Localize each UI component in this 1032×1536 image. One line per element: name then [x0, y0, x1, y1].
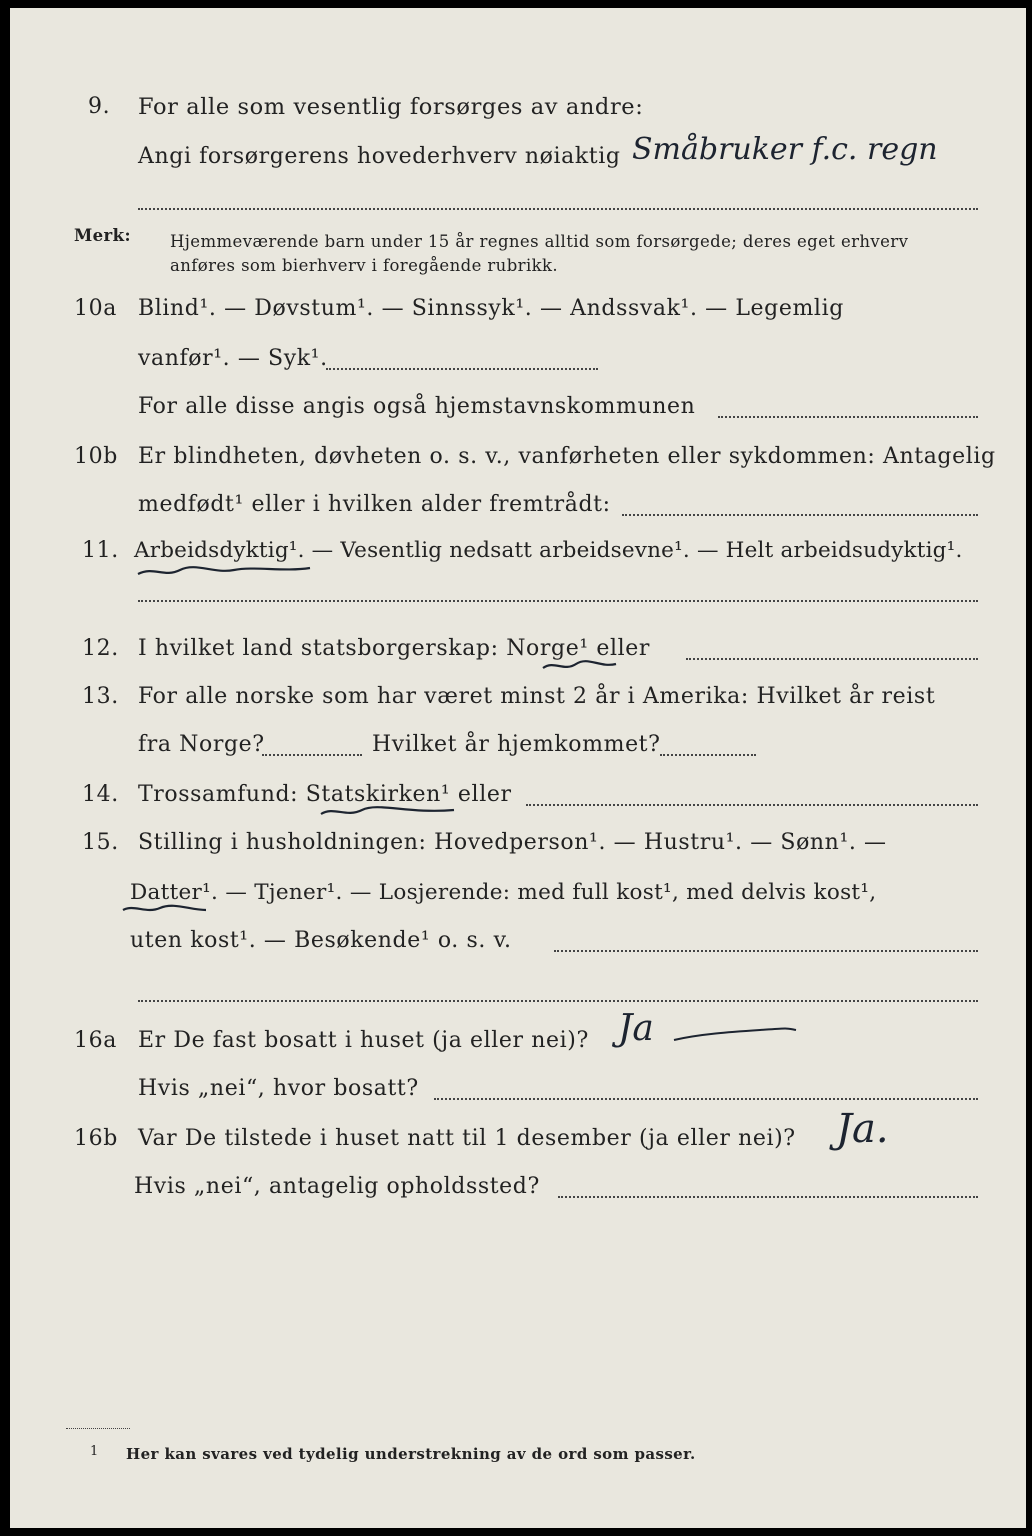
q11-underline-mark: [134, 560, 314, 584]
q10b-line1: Er blindheten, døvheten o. s. v., vanførheten eller sykdommen: Antagelig: [138, 444, 996, 469]
q13-line1: For alle norske som har været minst 2 år i Amerika: Hvilket år reist: [138, 684, 936, 709]
merk-line2: anføres som bierhverv i foregående rubrikk.: [170, 256, 559, 275]
q16a-answer-stroke: [670, 1016, 800, 1046]
q16b-line1: Var De tilstede i huset natt til 1 desember (ja eller nei)?: [138, 1126, 796, 1151]
census-form-page: [10, 8, 1026, 1528]
q13-hjemkommet-line: [660, 754, 756, 756]
q9-line1: For alle som vesentlig forsørges av andre:: [138, 94, 644, 120]
q13-line2b: Hvilket år hjemkommet?: [372, 732, 661, 757]
q9-handwritten-answer: Småbruker f.c. regn: [632, 132, 938, 167]
q14-answer-line: [526, 804, 978, 806]
q10a-line1: Blind¹. — Døvstum¹. — Sinnssyk¹. — Andssvak¹. — Legemlig: [138, 296, 844, 321]
q9-number: 9.: [88, 94, 111, 119]
q14-line1: Trossamfund: Statskirken¹ eller: [138, 782, 512, 807]
q15-answer-line: [554, 950, 978, 952]
q13-number: 13.: [82, 684, 119, 709]
q11-line1: Arbeidsdyktig¹. — Vesentlig nedsatt arbeidsevne¹. — Helt arbeidsudyktig¹.: [134, 538, 963, 563]
q16b-opholdssted-line: [558, 1196, 978, 1198]
q9-line2: Angi forsørgerens hovederhverv nøiaktig: [138, 144, 621, 169]
q10b-answer-line: [622, 514, 978, 516]
q16a-number: 16a: [74, 1028, 117, 1053]
q12-underline-mark: [540, 656, 620, 676]
q9-answer-line: [138, 208, 978, 210]
q16b-handwritten-answer: Ja.: [836, 1106, 889, 1152]
q16a-bosatt-line: [434, 1098, 978, 1100]
q12-answer-line: [686, 658, 978, 660]
q10a-number: 10a: [74, 296, 117, 321]
q13-reist-line: [262, 754, 362, 756]
q10a-line3: For alle disse angis også hjemstavnskommunen: [138, 394, 696, 419]
q12-line1: I hvilket land statsborgerskap: Norge¹ eller: [138, 636, 650, 661]
q10a-syk-line: [326, 368, 598, 370]
q16b-line2: Hvis „nei“, antagelig opholdssted?: [134, 1174, 540, 1199]
q11-answer-line: [138, 600, 978, 602]
q16b-number: 16b: [74, 1126, 118, 1151]
q15-line2: Datter¹. — Tjener¹. — Losjerende: med full kost¹, med delvis kost¹,: [130, 880, 877, 905]
merk-line1: Hjemmeværende barn under 15 år regnes alltid som forsørgede; deres eget erhverv: [170, 232, 909, 251]
q15-extra-line: [138, 1000, 978, 1002]
footnote-separator: [66, 1428, 130, 1429]
q10a-line2: vanfør¹. — Syk¹.: [138, 346, 328, 371]
q10b-line2: medfødt¹ eller i hvilken alder fremtrådt:: [138, 492, 611, 517]
q14-number: 14.: [82, 782, 119, 807]
q13-line2a: fra Norge?: [138, 732, 265, 757]
footnote-marker: 1: [90, 1444, 99, 1459]
q16a-line1: Er De fast bosatt i huset (ja eller nei)?: [138, 1028, 589, 1053]
q14-underline-mark: [318, 802, 458, 822]
q12-number: 12.: [82, 636, 119, 661]
q16a-line2: Hvis „nei“, hvor bosatt?: [138, 1076, 419, 1101]
q11-number: 11.: [82, 538, 119, 563]
q16a-handwritten-answer: Ja: [618, 1008, 654, 1049]
q10b-number: 10b: [74, 444, 118, 469]
q15-underline-mark: [120, 900, 210, 920]
q15-line1: Stilling i husholdningen: Hovedperson¹. — Hustru¹. — Sønn¹. —: [138, 830, 887, 855]
q15-line3: uten kost¹. — Besøkende¹ o. s. v.: [130, 928, 512, 953]
merk-label: Merk:: [74, 226, 131, 245]
q10a-kommune-line: [718, 416, 978, 418]
q15-number: 15.: [82, 830, 119, 855]
footnote-text: Her kan svares ved tydelig understrekning av de ord som passer.: [126, 1445, 696, 1463]
